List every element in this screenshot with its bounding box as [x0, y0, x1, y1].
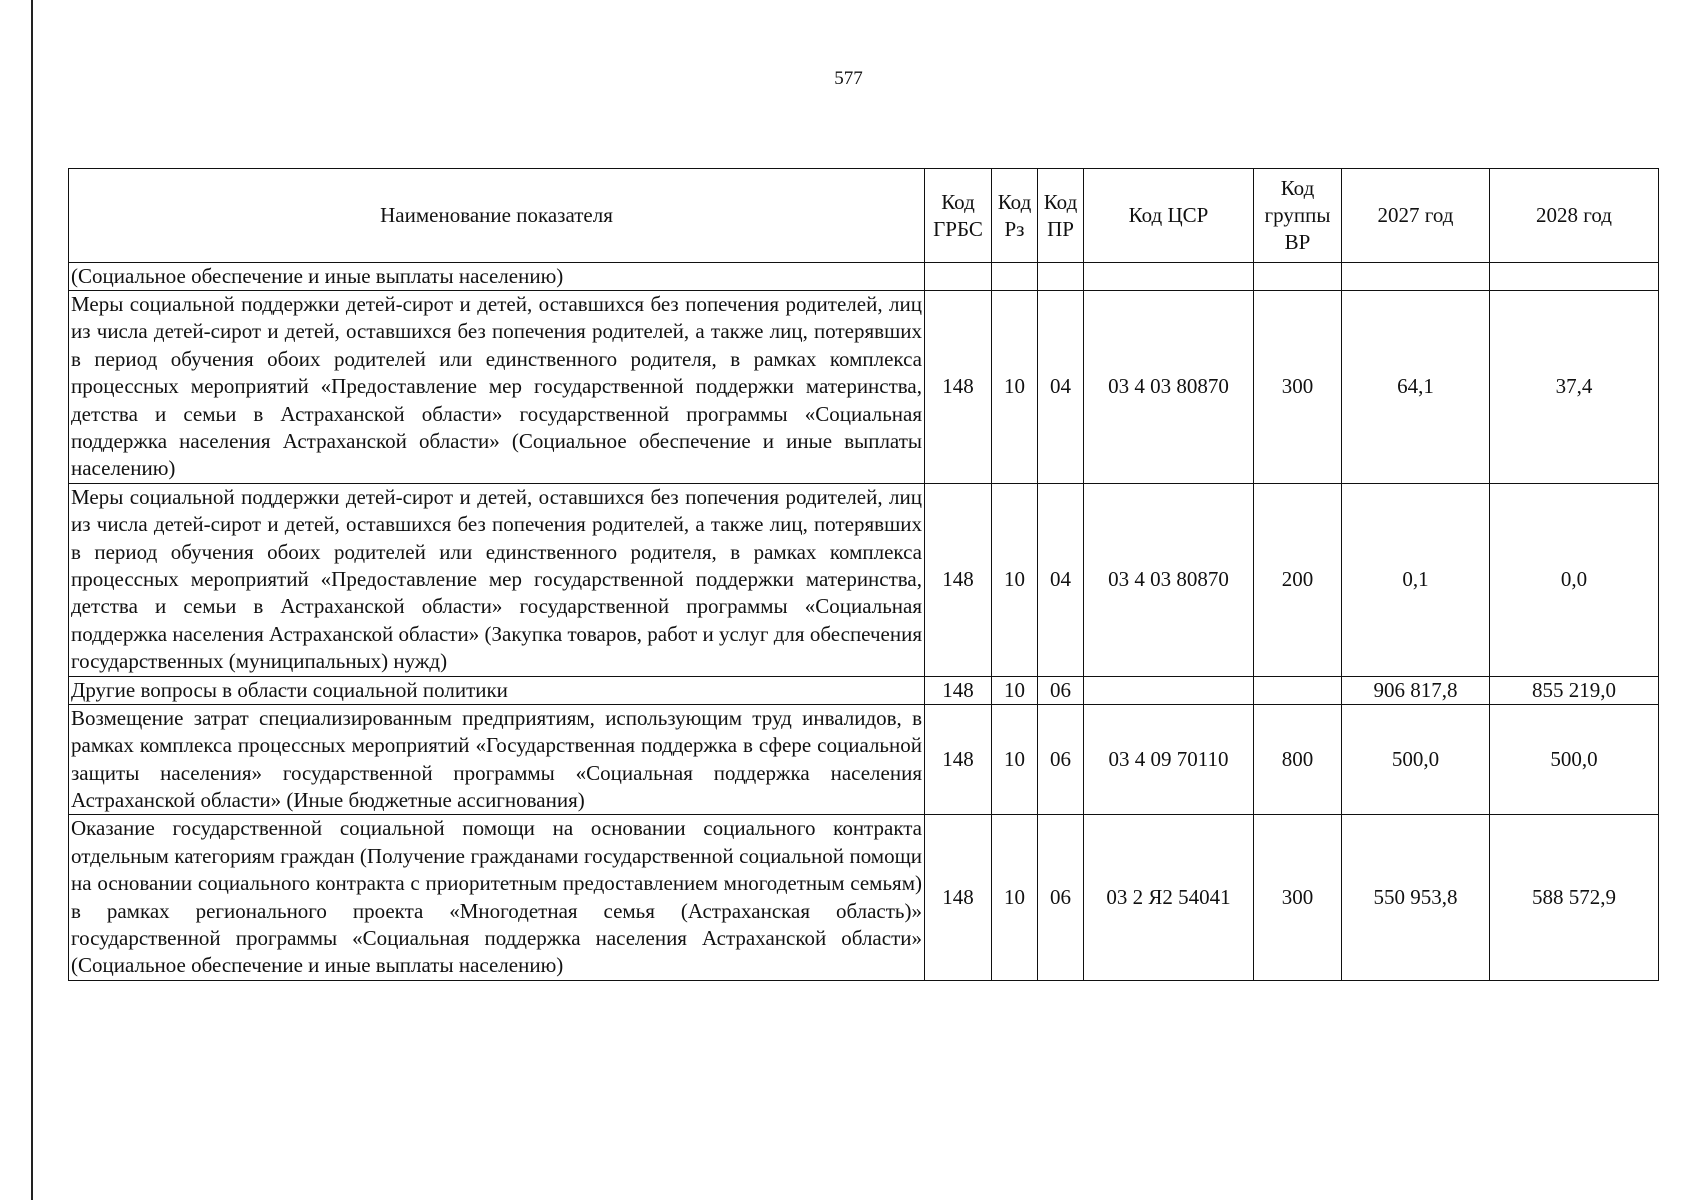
row-name: Оказание государственной социальной помощи на основании социального контракта отдельным категориям граждан (Получение гражданами государственной социальной помощи на основании социального контракта с приоритетным предоставлением многодетным семьям) в рамках регионального проекта «Многодетная семья (Астраханская область)» государственной программы «Социальная поддержка населения Астраханской области» (Социальное обеспечение и иные выплаты населению) — [69, 815, 925, 980]
row-grbs — [925, 263, 992, 291]
header-name: Наименование показателя — [69, 169, 925, 263]
row-2028: 855 219,0 — [1490, 676, 1659, 704]
row-vr: 800 — [1254, 704, 1342, 815]
table-row — [69, 263, 1659, 291]
row-2028: 500,0 — [1490, 704, 1659, 815]
row-2028: 0,0 — [1490, 483, 1659, 676]
page-number: 577 — [834, 68, 863, 89]
row-name: Меры социальной поддержки детей-сирот и детей, оставшихся без попечения родителей, лиц из числа детей-сирот и детей, оставшихся без попечения родителей, а также лиц, потерявших в период обучения обоих родителей или единственного родителя, в рамках комплекса процессных мероприятий «Предоставление мер государственной поддержки материнства, детства и семьи в Астраханской области» государственной программы «Социальная поддержка населения Астраханской области» (Социальное обеспечение и иные выплаты населению) — [69, 291, 925, 484]
row-pr: 06 — [1038, 815, 1084, 980]
row-2028: 588 572,9 — [1490, 815, 1659, 980]
table-row — [69, 815, 1659, 980]
row-rz: 10 — [992, 704, 1038, 815]
row-name: Другие вопросы в области социальной политики — [69, 676, 925, 704]
margin-line — [31, 0, 33, 1200]
row-name: Возмещение затрат специализированным предприятиям, использующим труд инвалидов, в рамках комплекса процессных мероприятий «Государственная поддержка в сфере социальной защиты населения» государственной программы «Социальная поддержка населения Астраханской области» (Иные бюджетные ассигнования) — [69, 704, 925, 815]
row-grbs: 148 — [925, 676, 992, 704]
row-pr: 06 — [1038, 704, 1084, 815]
header-rz: Код Рз — [992, 169, 1038, 263]
row-2027: 64,1 — [1342, 291, 1490, 484]
table-row — [69, 704, 1659, 815]
row-2027: 550 953,8 — [1342, 815, 1490, 980]
row-csr: 03 4 03 80870 — [1084, 291, 1254, 484]
row-csr — [1084, 676, 1254, 704]
row-pr — [1038, 263, 1084, 291]
row-name: (Социальное обеспечение и иные выплаты населению) — [69, 263, 925, 291]
row-name: Меры социальной поддержки детей-сирот и детей, оставшихся без попечения родителей, лиц из числа детей-сирот и детей, оставшихся без попечения родителей, а также лиц, потерявших в период обучения обоих родителей или единственного родителя, в рамках комплекса процессных мероприятий «Предоставление мер государственной поддержки материнства, детства и семьи в Астраханской области» государственной программы «Социальная поддержка населения Астраханской области» (Закупка товаров, работ и услуг для обеспечения государственных (муниципальных) нужд) — [69, 483, 925, 676]
row-grbs: 148 — [925, 291, 992, 484]
row-vr: 300 — [1254, 815, 1342, 980]
row-2027: 500,0 — [1342, 704, 1490, 815]
row-2027 — [1342, 263, 1490, 291]
row-rz: 10 — [992, 815, 1038, 980]
row-2027: 0,1 — [1342, 483, 1490, 676]
table-row — [69, 291, 1659, 484]
header-vr: Код группы ВР — [1254, 169, 1342, 263]
row-2028: 37,4 — [1490, 291, 1659, 484]
header-2028: 2028 год — [1490, 169, 1659, 263]
header-grbs: Код ГРБС — [925, 169, 992, 263]
header-row — [69, 169, 1659, 263]
row-rz: 10 — [992, 483, 1038, 676]
row-2027: 906 817,8 — [1342, 676, 1490, 704]
row-vr: 200 — [1254, 483, 1342, 676]
row-rz: 10 — [992, 676, 1038, 704]
table-row — [69, 676, 1659, 704]
header-2027: 2027 год — [1342, 169, 1490, 263]
row-pr: 04 — [1038, 291, 1084, 484]
row-pr: 04 — [1038, 483, 1084, 676]
header-pr: Код ПР — [1038, 169, 1084, 263]
header-csr: Код ЦСР — [1084, 169, 1254, 263]
row-csr — [1084, 263, 1254, 291]
row-pr: 06 — [1038, 676, 1084, 704]
row-grbs: 148 — [925, 483, 992, 676]
row-csr: 03 4 09 70110 — [1084, 704, 1254, 815]
row-vr — [1254, 263, 1342, 291]
row-vr: 300 — [1254, 291, 1342, 484]
row-csr: 03 2 Я2 54041 — [1084, 815, 1254, 980]
table-row — [69, 483, 1659, 676]
row-grbs: 148 — [925, 815, 992, 980]
row-2028 — [1490, 263, 1659, 291]
row-csr: 03 4 03 80870 — [1084, 483, 1254, 676]
row-grbs: 148 — [925, 704, 992, 815]
row-vr — [1254, 676, 1342, 704]
row-rz — [992, 263, 1038, 291]
budget-table — [68, 168, 1659, 981]
row-rz: 10 — [992, 291, 1038, 484]
